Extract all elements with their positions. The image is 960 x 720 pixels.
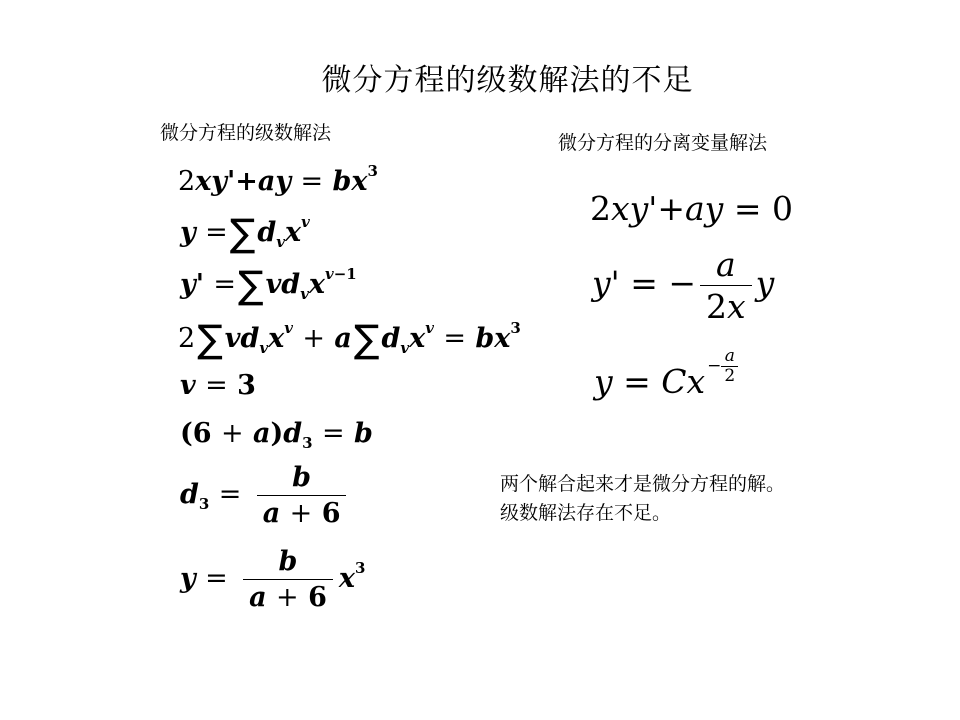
fraction-solution: $\frac{b}{a + 6}$ <box>243 548 333 611</box>
conclusion-note <box>500 470 785 528</box>
conclusion-line-1: 两个解合起来才是微分方程的解。 <box>500 473 786 495</box>
equation-ode: $2xy'+ay = bx^3$ <box>178 162 378 197</box>
equation-general-solution: y = Cx − $\frac{a}{2}$ <box>594 348 738 398</box>
equation-coefficient-relation: $(6 + a)d_3 = b$ <box>180 418 373 452</box>
separation-method-heading: 微分方程的分离变量解法 <box>558 132 768 154</box>
equation-separated: y' = − $\frac{a}{2x}$ y <box>592 245 775 326</box>
equation-substituted: $2\sum vd_vx^v + a\sum d_vx^v = bx^3$ <box>178 317 521 361</box>
conclusion-line-2: 级数解法存在不足。 <box>500 502 672 524</box>
equation-d3: $d_3$ = $\frac{b}{a + 6}$ <box>180 464 352 527</box>
equation-v-value: v = 3 <box>180 370 256 401</box>
equation-series-derivative: $y' =\sum vd_vx^{v-1}$ <box>180 263 357 307</box>
equation-series-ansatz: $y =\sum d_vx^v$ <box>180 211 310 255</box>
equation-series-solution: y = $\frac{b}{a + 6}$ $x^3$ <box>180 546 366 613</box>
fraction-a-over-2x: $\frac{a}{2x}$ <box>700 248 752 323</box>
fraction-d3: $\frac{b}{a + 6}$ <box>257 464 347 527</box>
series-method-heading: 微分方程的级数解法 <box>160 122 332 144</box>
equation-homogeneous: 2xy'+ay = 0 <box>590 189 793 228</box>
slide-title: 微分方程的级数解法的不足 <box>321 63 694 98</box>
